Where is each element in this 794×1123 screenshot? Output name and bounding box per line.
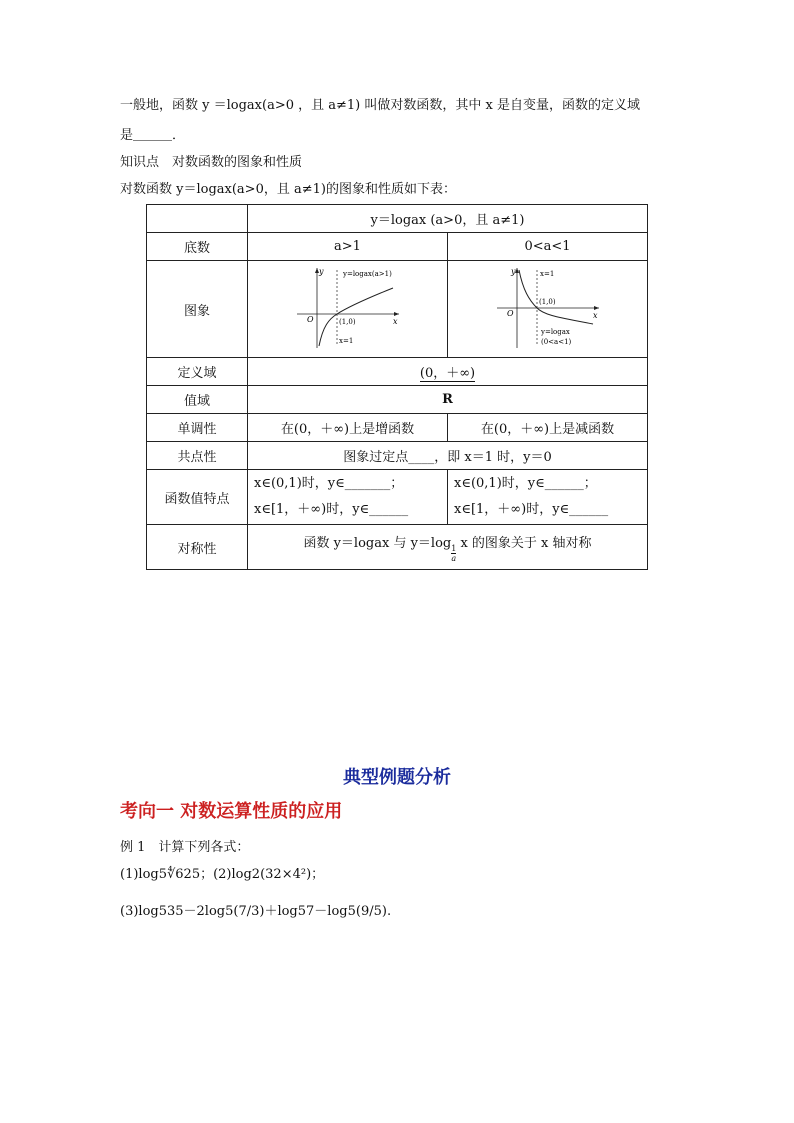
point-label: (1,0) [338,318,356,326]
base-left: a>1 [248,233,448,261]
intro-paragraph [120,96,690,116]
example-line-2: (1)log5∜625；(2)log2(32×4²)； [120,867,325,882]
section-subtitle: 考向一 对数运算性质的应用 [120,801,343,822]
monotonic-label: 单调性 [147,414,248,442]
domain-value [248,358,648,386]
origin-label: O [506,309,514,318]
x-axis-label: x [592,311,598,320]
value-features-label: 函数值特点 [147,470,248,525]
common-point-label: 共点性 [147,442,248,470]
example-line-3: (3)log535－2log5(7/3)＋log57－log5(9/5). [120,904,392,919]
symmetry-value [248,525,648,570]
example-title: 例 1 计算下列各式： [120,840,250,855]
intro-line-2: 是＿＿＿． [120,128,186,143]
symmetry-label: 对称性 [147,525,248,570]
range-value: R [248,386,648,414]
function-label: y=logax(a>1) [342,270,392,278]
y-axis-label: y [510,267,516,276]
function-label: y=logax [540,328,570,336]
log-curve [319,288,393,346]
base-right: 0<a<1 [448,233,648,261]
intro-line-1: 一般地，函数 y ＝logax(a>0 ，且 a≠1) 叫做对数函数，其中 x 是自变量，函数的定义域 [120,98,640,113]
decreasing-log-graph [493,264,603,350]
table-corner-cell [147,205,248,233]
table-lead-text: 对数函数 y＝logax(a>0，且 a≠1)的图象和性质如下表： [120,182,456,197]
table-header: y＝logax (a>0，且 a≠1) [248,205,648,233]
x-axis-arrow [594,306,599,310]
knowledge-point-heading: 知识点 对数函数的图象和性质 [120,155,303,170]
value-features-right-line2: x∈[1，＋∞)时，y∈______ [454,502,609,517]
domain-value-text: (0，＋∞) [420,362,475,382]
value-features-left-line2: x∈[1，＋∞)时，y∈______ [254,502,409,517]
monotonic-right: 在(0，＋∞)上是减函数 [448,414,648,442]
monotonic-left: 在(0，＋∞)上是增函数 [248,414,448,442]
x-axis-arrow [394,312,399,316]
value-features-left [248,470,448,525]
symmetry-text-b: x 的图象关于 x 轴对称 [456,535,592,551]
graph-label: 图象 [147,261,248,358]
point-label: (1,0) [538,298,556,306]
increasing-log-graph [293,264,403,350]
origin-label: O [306,315,314,324]
value-features-right-line1: x∈(0,1)时，y∈______； [454,476,597,491]
common-point-value: 图象过定点____，即 x＝1 时，y＝0 [248,442,648,470]
function-condition-label: (0<a<1) [540,338,571,346]
symmetry-text-a: 函数 y＝logax 与 y＝log [303,535,452,551]
asymptote-label: x=1 [338,337,353,345]
section-title: 典型例题分析 [343,767,451,788]
y-axis-arrow [515,268,519,273]
domain-label: 定义域 [147,358,248,386]
log-curve [519,270,593,324]
y-axis-label: y [318,267,324,276]
graph-right-cell [448,261,648,358]
asymptote-label: x=1 [539,270,554,278]
range-label: 值域 [147,386,248,414]
reciprocal-base-fraction: $\frac{1}{a}$ [451,543,457,563]
x-axis-label: x [392,317,398,326]
properties-table [146,204,648,570]
value-features-left-line1: x∈(0,1)时，y∈_______； [254,476,404,491]
base-label: 底数 [147,233,248,261]
value-features-right [448,470,648,525]
graph-left-cell [248,261,448,358]
